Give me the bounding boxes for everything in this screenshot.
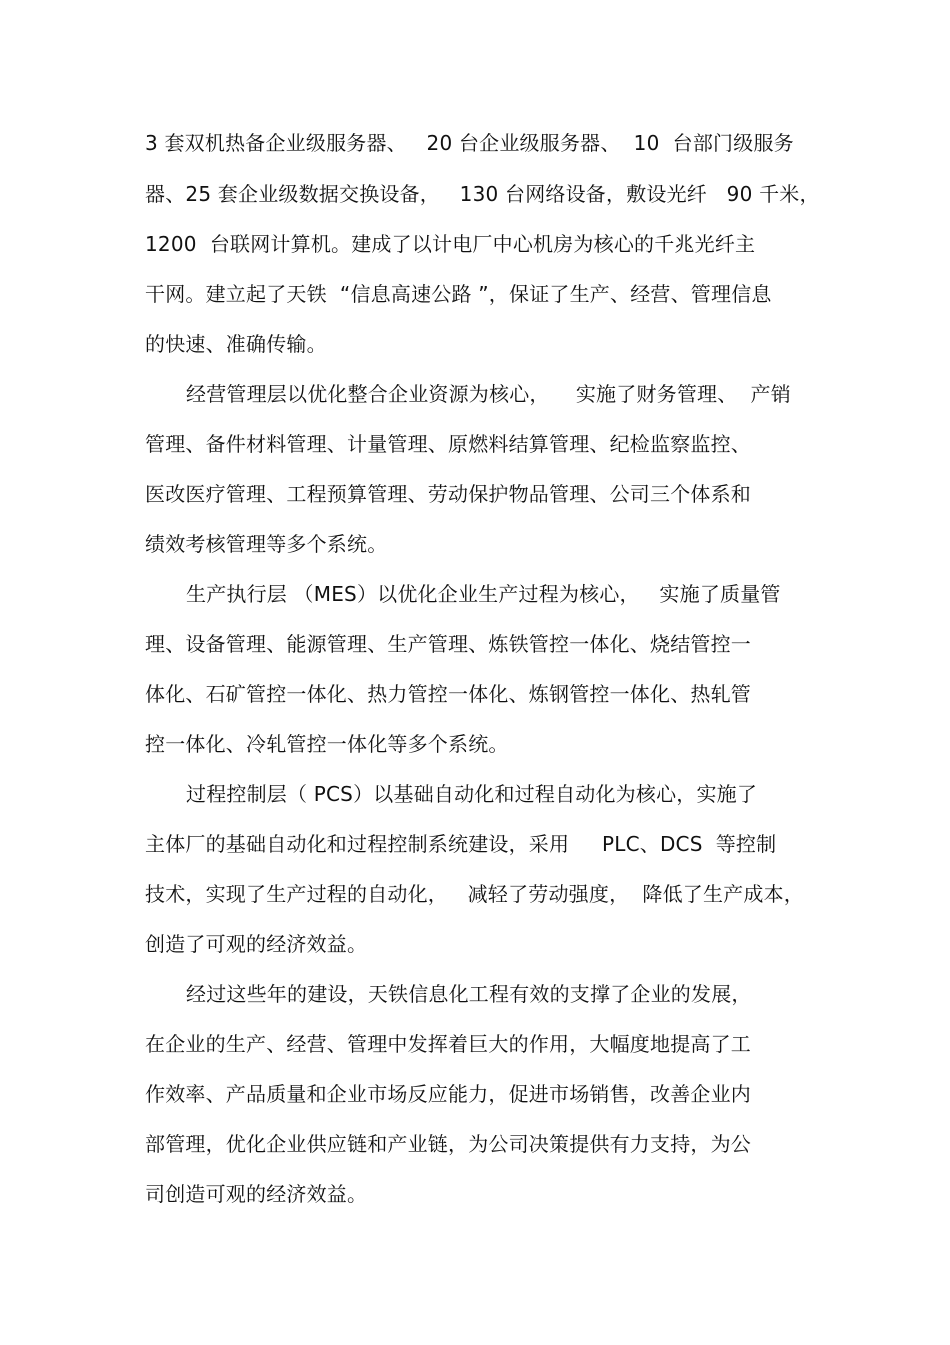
text-line: 作效率、产品质量和企业市场反应能力，促进市场销售，改善企业内 [145,1082,751,1106]
text-line: 的快速、准确传输。 [145,332,327,356]
text-line: 部管理，优化企业供应链和产业链，为公司决策提供有力支持，为公 [145,1132,751,1156]
paragraph-first-line: 经过这些年的建设，天铁信息化工程有效的支撑了企业的发展， [186,982,752,1006]
text-line: 绩效考核管理等多个系统。 [145,532,388,556]
text-line: 体化、石矿管控一体化、热力管控一体化、炼钢管控一体化、热轧管 [145,682,751,706]
text-line: 理、设备管理、能源管理、生产管理、炼铁管控一体化、烧结管控一 [145,632,751,656]
text-line: 主体厂的基础自动化和过程控制系统建设，采用 PLC、DCS 等控制 [145,832,777,856]
paragraph-first-line: 生产执行层 （MES）以优化企业生产过程为核心， 实施了质量管 [186,582,781,606]
text-line: 技术，实现了生产过程的自动化， 减轻了劳动强度， 降低了生产成本， [145,882,804,906]
text-line: 管理、备件材料管理、计量管理、原燃料结算管理、纪检监察监控、 [145,432,751,456]
paragraph-first-line: 过程控制层（ PCS）以基础自动化和过程自动化为核心，实施了 [186,782,758,806]
text-line: 1200 台联网计算机。建成了以计电厂中心机房为核心的千兆光纤主 [145,232,756,256]
text-line: 器、25 套企业级数据交换设备， 130 台网络设备，敷设光纤 90 千米， [145,182,820,206]
text-line: 司创造可观的经济效益。 [145,1182,368,1206]
text-line: 医改医疗管理、工程预算管理、劳动保护物品管理、公司三个体系和 [145,482,751,506]
text-line: 3 套双机热备企业级服务器、 20 台企业级服务器、 10 台部门级服务 [145,131,794,155]
paragraph-first-line: 经营管理层以优化整合企业资源为核心， 实施了财务管理、 产销 [186,382,791,406]
text-line: 干网。建立起了天铁 “信息高速公路 ”，保证了生产、经营、管理信息 [145,282,772,306]
text-line: 控一体化、冷轧管控一体化等多个系统。 [145,732,509,756]
text-line: 创造了可观的经济效益。 [145,932,368,956]
text-line: 在企业的生产、经营、管理中发挥着巨大的作用，大幅度地提高了工 [145,1032,751,1056]
